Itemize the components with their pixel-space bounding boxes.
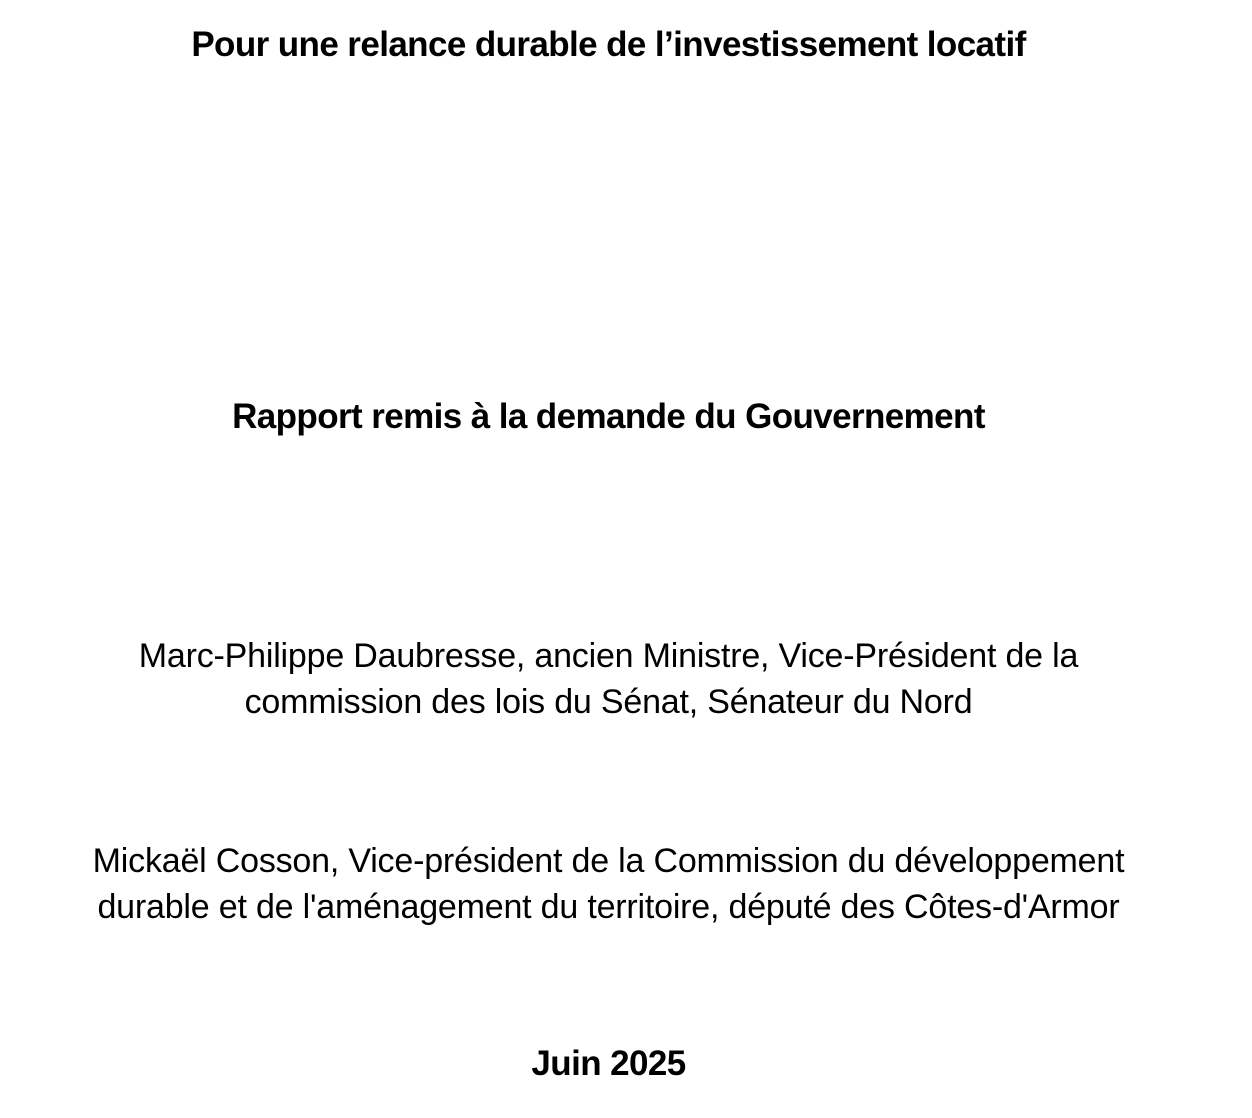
author-block-2 bbox=[0, 838, 1217, 930]
document-date: Juin 2025 bbox=[531, 1044, 686, 1083]
author-block-1 bbox=[0, 633, 1217, 725]
author-1-line-2: commission des lois du Sénat, Sénateur du Nord bbox=[244, 683, 973, 721]
document-title: Pour une relance durable de l’investissement locatif bbox=[191, 25, 1026, 64]
author-2-line-1: Mickaël Cosson, Vice-président de la Commission du développement bbox=[92, 842, 1125, 880]
author-2-line-2: durable et de l'aménagement du territoire, député des Côtes-d'Armor bbox=[97, 888, 1120, 926]
author-1-line-1: Marc-Philippe Daubresse, ancien Ministre, Vice-Président de la bbox=[138, 637, 1079, 675]
document-subtitle: Rapport remis à la demande du Gouvernement bbox=[232, 397, 985, 436]
